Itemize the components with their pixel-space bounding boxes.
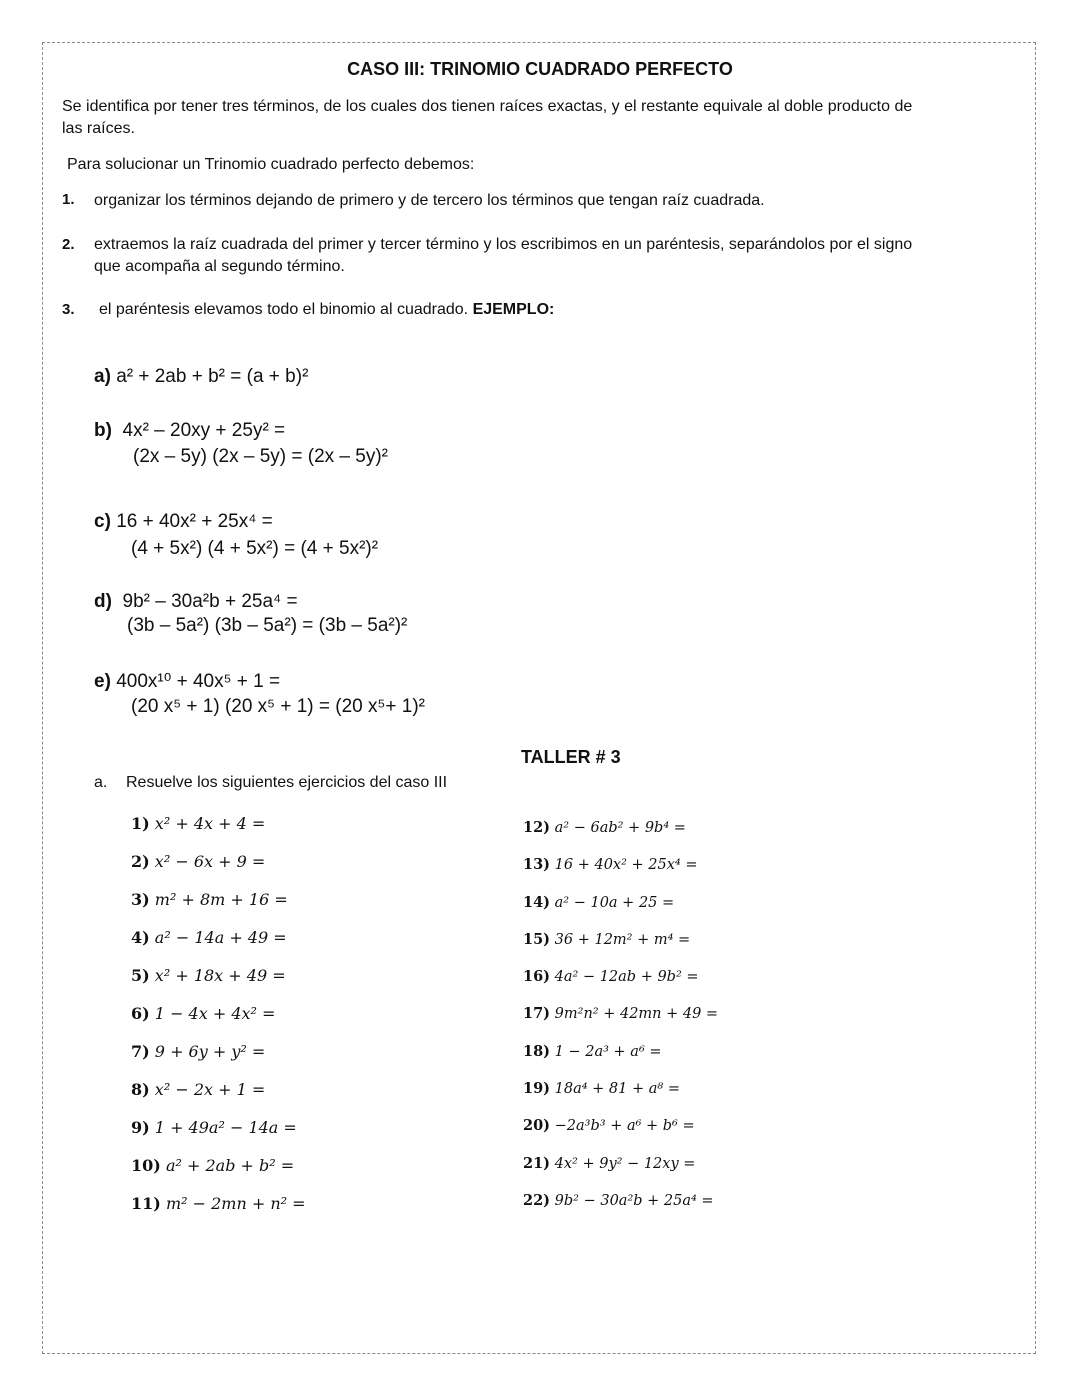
- step-text: extraemos la raíz cuadrada del primer y tercer término y los escribimos en un paréntesis, separándolos por el signo: [94, 236, 913, 253]
- exercise-item: 10) a² + 2ab + b² =: [131, 1156, 295, 1175]
- exercise-item: 12) a² − 6ab² + 9b⁴ =: [523, 819, 686, 836]
- example-d: d) 9b² – 30a²b + 25a⁴ =: [94, 591, 298, 612]
- example-b: b) 4x² – 20xy + 25y² =: [94, 420, 286, 441]
- page-title: CASO III: TRINOMIO CUADRADO PERFECTO: [347, 59, 733, 79]
- step-number: 3.: [62, 301, 75, 318]
- taller-heading: TALLER # 3: [521, 747, 621, 767]
- exercise-item: 9) 1 + 49a² − 14a =: [131, 1118, 297, 1137]
- example-a: a) a² + 2ab + b² = (a + b)²: [94, 366, 309, 387]
- exercise-item: 7) 9 + 6y + y² =: [131, 1042, 266, 1061]
- exercise-item: 19) 18a⁴ + 81 + a⁸ =: [523, 1080, 680, 1097]
- example-heading: EJEMPLO:: [472, 301, 555, 318]
- exercise-item: 18) 1 − 2a³ + a⁶ =: [523, 1043, 662, 1060]
- exercise-item: 4) a² − 14a + 49 =: [131, 928, 287, 947]
- step-number: 1.: [62, 191, 75, 208]
- exercise-item: 3) m² + 8m + 16 =: [131, 890, 288, 909]
- exercise-item: 6) 1 − 4x + 4x² =: [131, 1004, 276, 1023]
- exercise-item: 15) 36 + 12m² + m⁴ =: [523, 931, 691, 948]
- exercise-item: 21) 4x² + 9y² − 12xy =: [523, 1155, 696, 1172]
- intro-text-cont: las raíces.: [62, 120, 135, 137]
- example-e: e) 400x¹⁰ + 40x⁵ + 1 =: [94, 671, 281, 692]
- step-text: organizar los términos dejando de primero y de tercero los términos que tengan raíz cuadrada.: [94, 192, 765, 209]
- example-b-result: (2x – 5y) (2x – 5y) = (2x – 5y)²: [133, 446, 388, 467]
- exercise-item: 16) 4a² − 12ab + 9b² =: [523, 968, 699, 985]
- exercise-item: 13) 16 + 40x² + 25x⁴ =: [523, 856, 698, 873]
- exercise-item: 14) a² − 10a + 25 =: [523, 894, 675, 911]
- lead-text: Para solucionar un Trinomio cuadrado perfecto debemos:: [67, 156, 475, 173]
- intro-text: Se identifica por tener tres términos, de los cuales dos tienen raíces exactas, y el restante equivale al doble producto de: [62, 98, 913, 115]
- example-c-result: (4 + 5x²) (4 + 5x²) = (4 + 5x²)²: [131, 538, 379, 559]
- step-text-cont: que acompaña al segundo término.: [94, 258, 345, 275]
- example-c: c) 16 + 40x² + 25x⁴ =: [94, 511, 273, 532]
- exercise-item: 5) x² + 18x + 49 =: [131, 966, 286, 985]
- exercise-item: 20) −2a³b³ + a⁶ + b⁶ =: [523, 1117, 695, 1134]
- step-number: 2.: [62, 236, 75, 253]
- task-text: Resuelve los siguientes ejercicios del caso III: [126, 774, 448, 791]
- example-e-result: (20 x⁵ + 1) (20 x⁵ + 1) = (20 x⁵+ 1)²: [131, 696, 425, 717]
- exercise-item: 17) 9m²n² + 42mn + 49 =: [523, 1005, 719, 1022]
- exercise-item: 2) x² − 6x + 9 =: [131, 852, 266, 871]
- exercise-item: 22) 9b² − 30a²b + 25a⁴ =: [523, 1192, 714, 1209]
- example-d-result: (3b – 5a²) (3b – 5a²) = (3b – 5a²)²: [127, 615, 408, 636]
- step-text: el paréntesis elevamos todo el binomio al cuadrado. EJEMPLO:: [99, 301, 555, 318]
- exercise-item: 11) m² − 2mn + n² =: [131, 1194, 306, 1213]
- task-label: a.: [94, 774, 108, 791]
- exercise-item: 1) x² + 4x + 4 =: [131, 814, 266, 833]
- exercise-item: 8) x² − 2x + 1 =: [131, 1080, 266, 1099]
